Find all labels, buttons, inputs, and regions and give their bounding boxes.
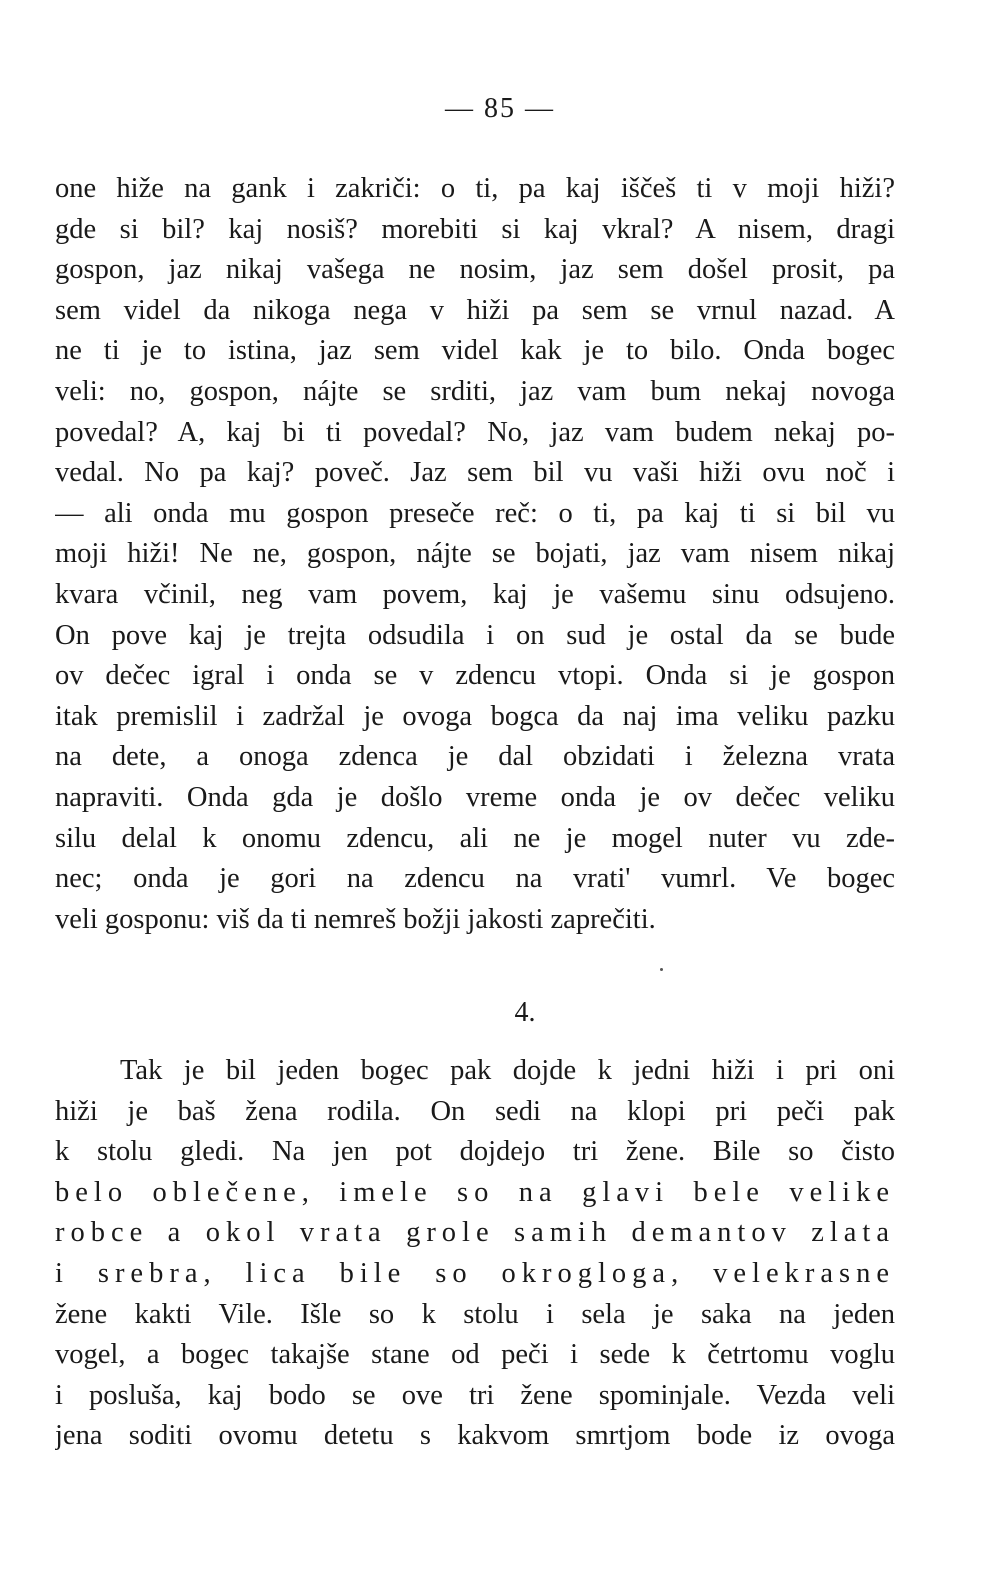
- text-line: — ali onda mu gospon preseče reč: o ti, pa kaj ti si bil vu: [55, 497, 895, 529]
- text-line: jena soditi ovomu detetu s kakvom smrtjom bode iz ovoga: [55, 1420, 895, 1452]
- text-line: ov dečec igral i onda se v zdencu vtopi. Onda si je gospon: [55, 660, 895, 692]
- text-line: vogel, a bogec takajše stane od peči i sede k četrtomu voglu: [55, 1339, 895, 1371]
- text-line: moji hiži! Ne ne, gospon, nájte se bojati, jaz vam nisem nikaj: [55, 538, 895, 570]
- text-line: ne ti je to istina, jaz sem videl kak je to bilo. Onda bogec: [55, 335, 895, 367]
- text-line: žene kakti Vile. Išle so k stolu i sela je saka na jeden: [55, 1298, 895, 1330]
- text-line: robce a okol vrata grole samih demantov zlata: [55, 1217, 895, 1249]
- paragraph-continued: [55, 169, 895, 940]
- paragraph-section-4: [55, 1051, 895, 1457]
- ink-speck: [660, 968, 663, 971]
- text-line: vedal. No pa kaj? poveč. Jaz sem bil vu vaši hiži ovu noč i: [55, 457, 895, 489]
- text-line: one hiže na gank i zakriči: o ti, pa kaj iščeš ti v moji hiži?: [55, 173, 895, 204]
- text-line: veli: no, gospon, nájte se srditi, jaz vam bum nekaj novoga: [55, 375, 895, 407]
- page-number: — 85 —: [445, 93, 555, 124]
- text-line: silu delal k onomu zdencu, ali ne je mogel nuter vu zde-: [55, 822, 895, 854]
- text-line: sem videl da nikoga nega v hiži pa sem se vrnul nazad. A: [55, 294, 895, 326]
- text-line: napraviti. Onda gda je došlo vreme onda je ov dečec veliku: [55, 781, 895, 813]
- text-line: i posluša, kaj bodo se ove tri žene spominjale. Vezda veli: [55, 1379, 895, 1411]
- text-line: nec; onda je gori na zdencu na vrati' vumrl. Ve bogec: [55, 863, 895, 895]
- text-line: k stolu gledi. Na jen pot dojdejo tri žene. Bile so čisto: [55, 1136, 895, 1168]
- text-line: i srebra, lica bile so okrogloga, velekrasne: [55, 1257, 895, 1289]
- text-line: hiži je baš žena rodila. On sedi na klopi pri peči pak: [55, 1095, 895, 1127]
- text-line: belo oblečene, imele so na glavi bele velike: [55, 1176, 895, 1208]
- text-line: gde si bil? kaj nosiš? morebiti si kaj vkral? A nisem, dragi: [55, 213, 895, 245]
- text-line: povedal? A, kaj bi ti povedal? No, jaz vam budem nekaj po-: [55, 416, 895, 448]
- text-line: itak premislil i zadržal je ovoga bogca da naj ima veliku pazku: [55, 700, 895, 732]
- text-line: kvara včinil, neg vam povem, kaj je vašemu sinu odsujeno.: [55, 578, 895, 610]
- text-line: na dete, a onoga zdenca je dal obzidati i železna vrata: [55, 741, 895, 773]
- text-line: veli gosponu: viš da ti nemreš božji jakosti zaprečiti.: [55, 903, 656, 935]
- text-line: gospon, jaz nikaj vašega ne nosim, jaz sem došel prosit, pa: [55, 254, 895, 286]
- section-number: 4.: [514, 997, 536, 1028]
- text-line: On pove kaj je trejta odsudila i on sud je ostal da se bude: [55, 619, 895, 651]
- text-line: Tak je bil jeden bogec pak dojde k jedni hiži i pri oni: [120, 1055, 895, 1086]
